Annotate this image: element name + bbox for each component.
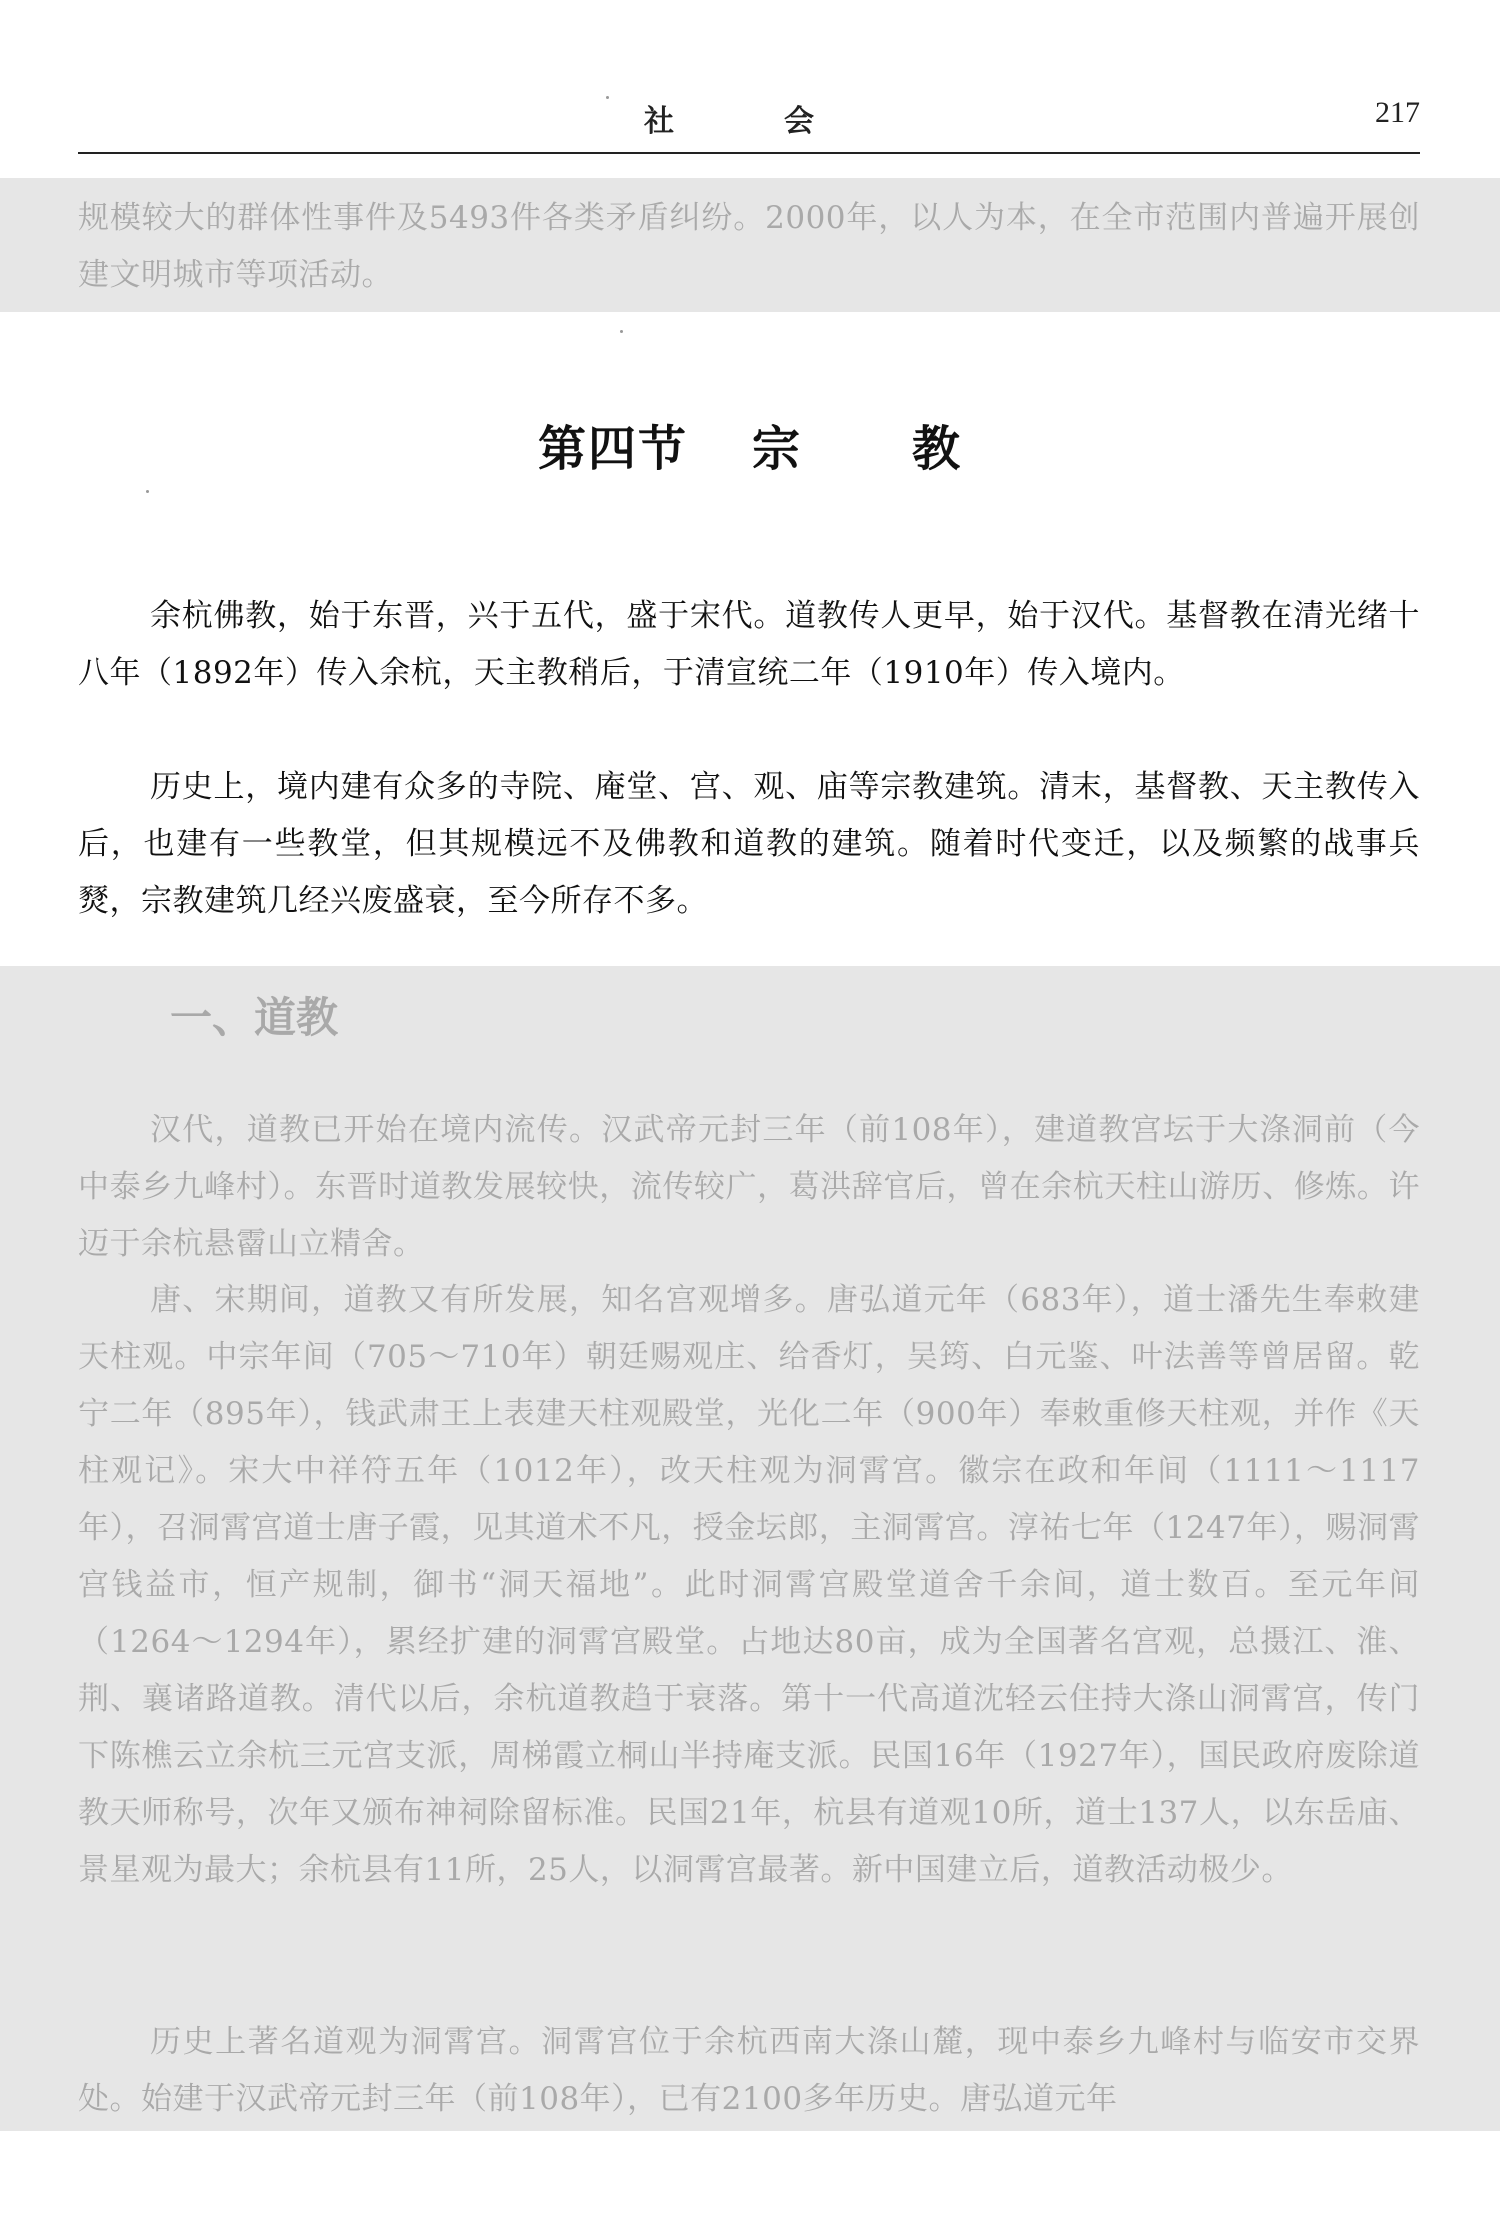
taoism-paragraph-1: 汉代，道教已开始在境内流传。汉武帝元封三年（前108年），建道教宫坛于大涤洞前（今中泰乡九峰村）。东晋时道教发展较快，流传较广，葛洪辞官后，曾在余杭天柱山游历、修炼。许迈于余杭悬霤山立精舍。 xyxy=(78,1112,1420,1262)
section-title-part3: 教 xyxy=(912,421,963,477)
section-title-part1: 第四节 xyxy=(537,421,688,477)
section-title-part2: 宗 xyxy=(751,421,802,477)
taoism-paragraph-3: 历史上著名道观为洞霄宫。洞霄宫位于余杭西南大涤山麓，现中泰乡九峰村与临安市交界处。始建于汉武帝元封三年（前108年），已有2100多年历史。唐弘道元年 xyxy=(78,2024,1420,2117)
scan-speck xyxy=(620,330,623,333)
running-header-title: 社 会 xyxy=(644,104,854,139)
running-header xyxy=(78,96,1420,154)
page-number: 217 xyxy=(1375,96,1420,129)
scan-speck xyxy=(606,96,609,99)
intro-paragraph-1: 余杭佛教，始于东晋，兴于五代，盛于宋代。道教传人更早，始于汉代。基督教在清光绪十八年（1892年）传入余杭，天主教稍后，于清宣统二年（1910年）传入境内。 xyxy=(78,598,1420,691)
intro-paragraph-2: 历史上，境内建有众多的寺院、庵堂、宫、观、庙等宗教建筑。清末，基督教、天主教传入后，也建有一些教堂，但其规模远不及佛教和道教的建筑。随着时代变迁，以及频繁的战事兵燹，宗教建筑几经兴废盛衰，至今所存不多。 xyxy=(78,769,1420,919)
top-fragment-paragraph: 规模较大的群体性事件及5493件各类矛盾纠纷。2000年，以人为本，在全市范围内普遍开展创建文明城市等项活动。 xyxy=(78,200,1420,293)
section-title xyxy=(0,410,1500,479)
subsection-title: 一、道教 xyxy=(170,993,339,1042)
taoism-paragraph-2: 唐、宋期间，道教又有所发展，知名宫观增多。唐弘道元年（683年），道士潘先生奉敕建天柱观。中宗年间（705～710年）朝廷赐观庄、给香灯，吴筠、白元鉴、叶法善等曾居留。乾宁二年（895年），钱武肃王上表建天柱观殿堂，光化二年（900年）奉敕重修天柱观，并作《天柱观记》。宋大中祥符五年（1012年），改天柱观为洞霄宫。徽宗在政和年间（1111～1117年），召洞霄宫道士唐子霞，见其道术不凡，授金坛郎，主洞霄宫。淳祐七年（1247年），赐洞霄宫钱益市，恒产规制，御书“洞天福地”。此时洞霄宫殿堂道舍千余间，道士数百。至元年间（1264～1294年），累经扩建的洞霄宫殿堂。占地达80亩，成为全国著名宫观，总摄江、淮、荆、襄诸路道教。清代以后，余杭道教趋于衰落。第十一代高道沈轻云住持大涤山洞霄宫，传门下陈樵云立余杭三元宫支派，周梯霞立桐山半持庵支派。民国16年（1927年），国民政府废除道教天师称号，次年又颁布神祠除留标准。民国21年，杭县有道观10所，道士137人，以东岳庙、景星观为最大；余杭县有11所，25人，以洞霄宫最著。新中国建立后，道教活动极少。 xyxy=(78,1282,1420,1888)
scan-speck xyxy=(146,490,149,493)
